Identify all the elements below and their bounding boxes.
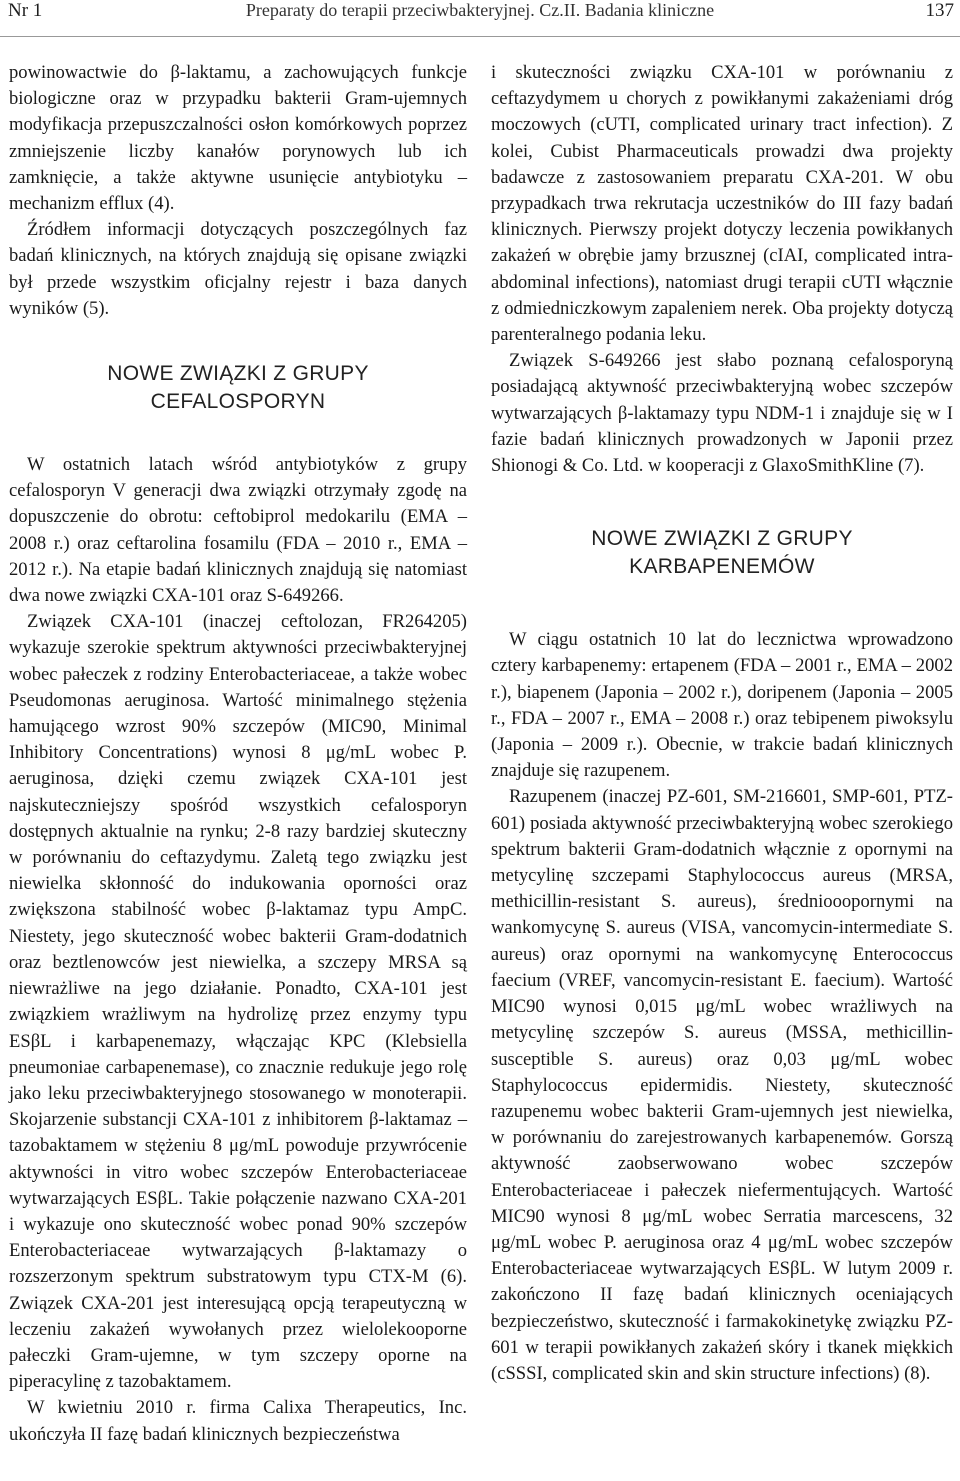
left-paragraph-2: Źródłem informacji dotyczących poszczególnych faz badań klinicznych, na których znajdują się opisane związki był przede wszystkim oficjalny rejestr i baza danych wyników (5). [9,219,467,319]
section-heading-cefalosporyny [9,360,467,416]
section-heading-line-2: CEFALOSPORYN [150,390,326,414]
left-paragraph-1: powinowactwie do β-laktamu, a zachowujących funkcje biologiczne oraz w przypadku bakterii Gram-ujemnych modyfikacja przepuszczalności osłon komórkowych poprzez zmniejszenie liczby kanałów porynowych lub ich zamknięcie, a także aktywne usunięcie antybiotyku – mechanizm efflux (4). [9,62,467,215]
right-paragraph-2: Związek S-649266 jest słabo poznaną cefalosporyną posiadającą aktywność przeciwbakteryjną wobec szczepów wytwarzających β-laktamazy typu NDM-1 i znajduje się w I fazie badań klinicznych prowadzonych w Japonii przez Shionogi & Co. Ltd. w kooperacji z GlaxoSmithKline (7). [491,350,953,477]
right-paragraph-1: i skuteczności związku CXA-101 w porównaniu z ceftazydymem u chorych z powikłanymi zakażeniami dróg moczowych (cUTI, complicated urinary tract infection). Z kolei, Cubist Pharmaceuticals prowadzi dwa projekty badawcze z zastosowaniem preparatu CXA-201. W obu przypadkach trwa rekrutacja uczestników do III fazy badań klinicznych. Pierwszy projekt dotyczy leczenia powikłanych zakażeń w obrębie jamy brzusznej (cIAI, complicated intra-abdominal infections), natomiast drugi terapii cUTI włącznie z odmiedniczkowym zapaleniem nerek. Oba projekty dotyczą parenteralnego podania leku. [491,62,953,346]
right-paragraph-4: Razupenem (inaczej PZ-601, SM-216601, SMP-601, PTZ-601) posiada aktywność przeciwbakteryjną wobec szerokiego spektrum bakterii Gram-dodatnich włącznie z opornymi na metycylinę szczepami Staphylococcus aureus (MRSA, methicillin-resistant S. aureus), średniooopornymi na wankomycynę S. aureus (VISA, vancomycin-intermediate S. aureus) oraz opornymi na wankomycynę Enterococcus faecium (VREF, vancomycin-resistant E. faecium). Wartość MIC90 wynosi 0,015 μg/mL wobec wrażliwych na metycylinę szczepów S. aureus (MSSA, methicillin-susceptible S. aureus) oraz 0,03 μg/mL wobec Staphylococcus epidermidis. Niestety, skuteczność razupenemu wobec bakterii Gram-ujemnych jest niewielka, w porównaniu do zarejestrowanych karbapenemów. Gorszą aktywność zaobserwowano wobec szczepów Enterobacteriaceae i pałeczek niefermentujących. Wartość MIC90 wynosi 8 μg/mL wobec Serratia marcescens, 32 μg/mL wobec P. aeruginosa oraz 4 μg/mL wobec szczepów Enterobacteriaceae wytwarzających ESβL. W lutym 2009 r. zakończono II fazę badań klinicznych oceniających bezpieczeństwo, skuteczność i farmakokinetykę związku PZ-601 w terapii powikłanych zakażeń skóry i tkanek miękkich (cSSSI, complicated skin and skin structure infections) (8). [491,786,953,1384]
right-column [491,60,953,1387]
page-header [0,0,960,37]
left-paragraph-3: W ostatnich latach wśród antybiotyków z grupy cefalosporyn V generacji dwa związki otrzymały zgodę na dopuszczenie do obrotu: ceftobiprol medokarilu (EMA – 2008 r.) oraz ceftarolina fosamilu (FDA – 2010 r., EMA – 2012 r.). Na etapie badań klinicznych znajdują się natomiast dwa nowe związki CXA-101 oraz S-649266. [9,454,467,607]
left-paragraph-4: Związek CXA-101 (inaczej ceftolozan, FR264205) wykazuje szerokie spektrum aktywności przeciwbakteryjnej wobec pałeczek z rodziny Enterobacteriaceae, a także wobec Pseudomonas aeruginosa. Wartość minimalnego stężenia hamującego wzrost 90% szczepów (MIC90, Minimal Inhibitory Concentrations) wynosi 8 μg/mL wobec P. aeruginosa, dzięki czemu związek CXA-101 jest najskuteczniejszy spośród wszystkich cefalosporyn dostępnych aktualnie na rynku; 2-8 razy bardziej skuteczny w porównaniu do ceftazydymu. Zaletą tego związku jest niewielka skłonność do indukowania oporności oraz zwiększona stabilność wobec β-laktamaz typu AmpC. Niestety, jego skuteczność wobec bakterii Gram-dodatnich oraz beztlenowców jest niewielka, a szczepy MRSA są niewrażliwe na jego działanie. Ponadto, CXA-101 jest związkiem wrażliwym na hydrolizę przez enzymy typu ESβL i karbapenemazy, włączając KPC (Klebsiella pneumoniae carbapenemase), co znacznie redukuje jego rolę jako leku przeciwbakteryjnego stosowanego w monoterapii. Skojarzenie substancji CXA-101 z inhibitorem β-laktamaz – tazobaktamem w stężeniu 8 μg/mL powoduje przywrócenie aktywności in vitro wobec szczepów Enterobacteriaceae wytwarzających ESβL. Takie połączenie nazwano CXA-201 i wykazuje ono skuteczność wobec ponad 90% szczepów Enterobacteriaceae wytwarzających β-laktamazy o rozszerzonym spektrum substratowym typu CTX-M (6). Związek CXA-201 jest interesującą opcją terapeutyczną w leczeniu zakażeń wywołanych przez wielolekooporne pałeczki Gram-ujemne, w tym szczepy oporne na piperacylinę z tazobaktamem. [9,611,467,1393]
section-heading-line-1: NOWE ZWIĄZKI Z GRUPY [591,527,853,551]
section-heading-karbapenemy [491,525,953,581]
section-heading-line-1: NOWE ZWIĄZKI Z GRUPY [107,362,369,386]
left-column [9,60,467,1448]
section-heading-line-2: KARBAPENEMÓW [629,555,815,579]
running-title: Preparaty do terapii przeciwbakteryjnej. Cz.II. Badania kliniczne [245,0,715,20]
issue-number: Nr 1 [8,0,43,21]
right-paragraph-3: W ciągu ostatnich 10 lat do lecznictwa wprowadzono cztery karbapenemy: ertapenem (FDA – 2001 r., EMA – 2002 r.), biapenem (Japonia – 2002 r.), doripenem (Japonia – 2005 r., FDA – 2007 r., EMA – 2008 r.) oraz tebipenem piwoksylu (Japonia – 2009 r.). Obecnie, w trakcie badań klinicznych znajduje się razupenem. [491,629,953,782]
page-number: 137 [925,0,954,21]
left-paragraph-5: W kwietniu 2010 r. firma Calixa Therapeutics, Inc. ukończyła II fazę badań klinicznych bezpieczeństwa [9,1397,467,1445]
